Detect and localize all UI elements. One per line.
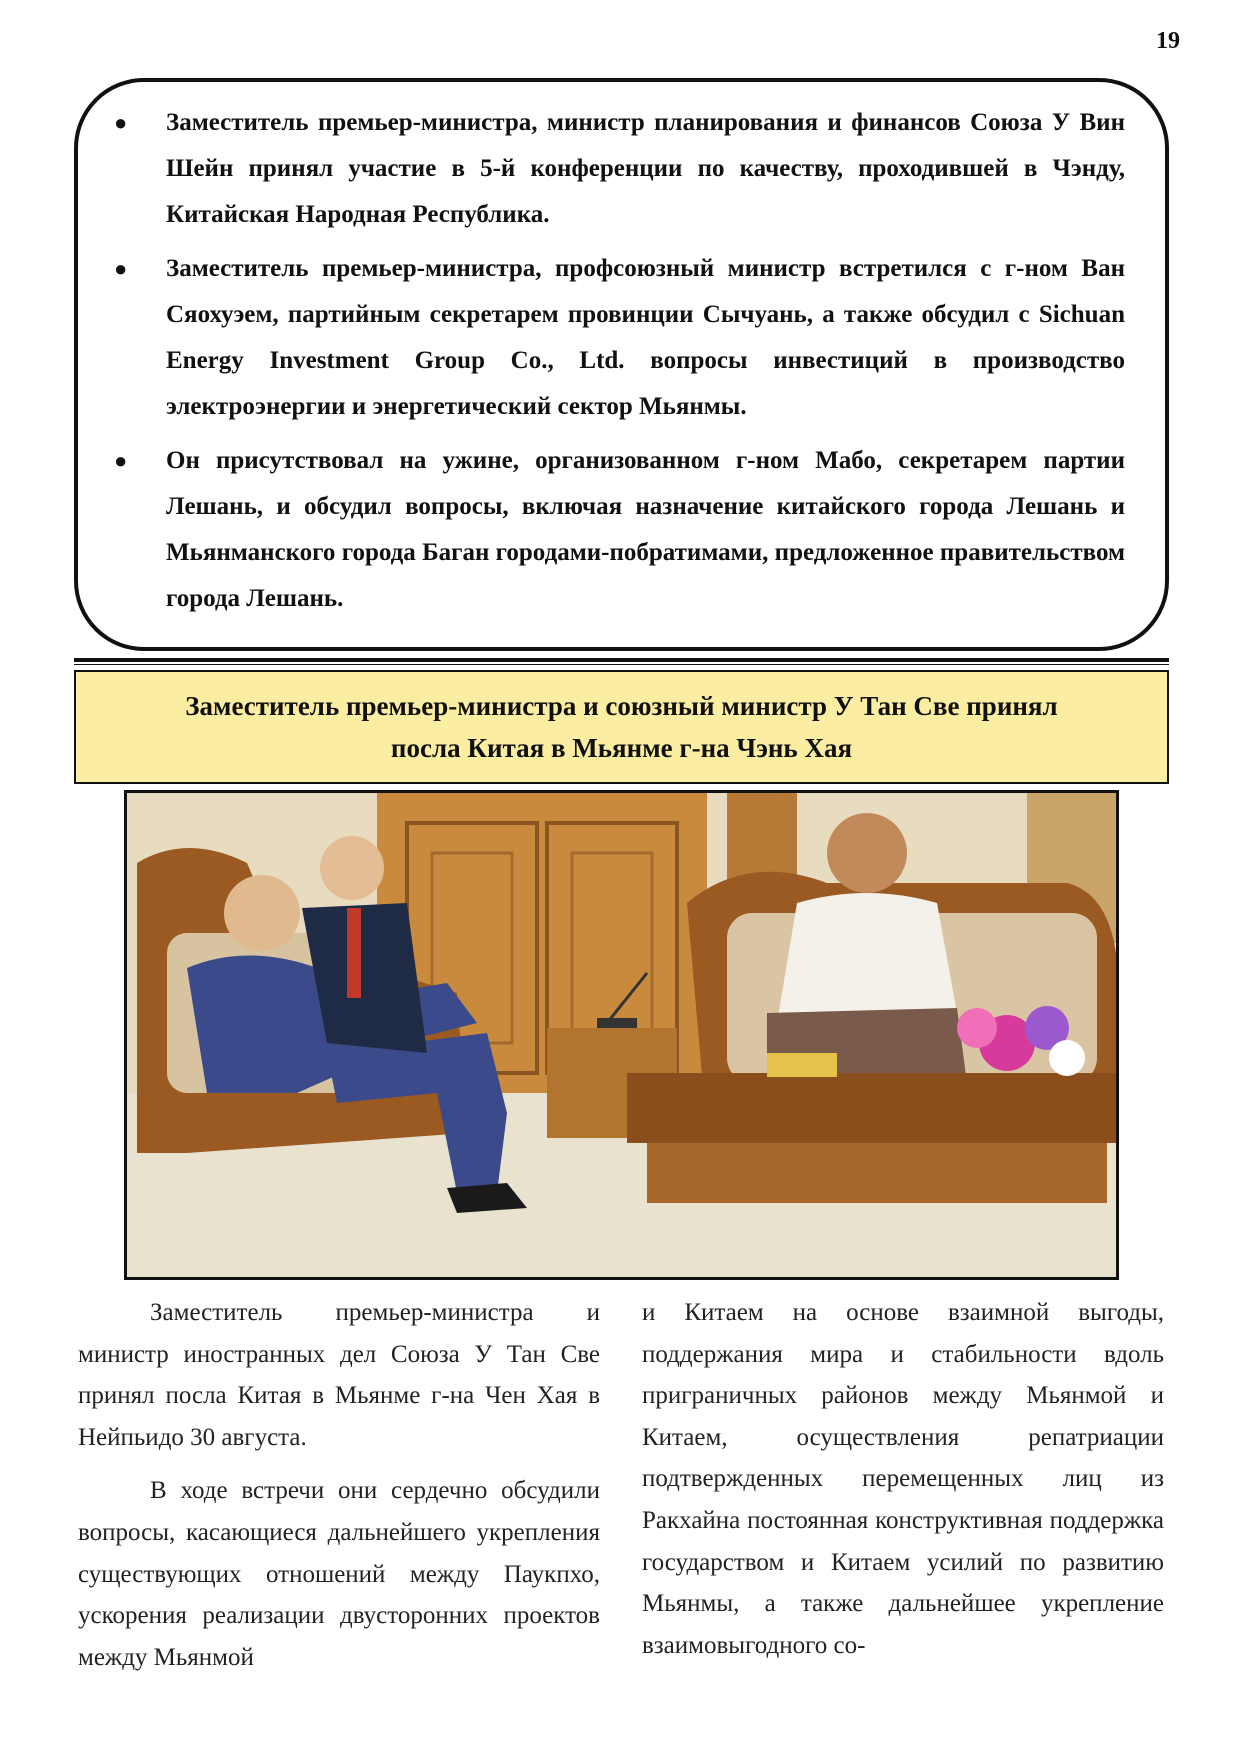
summary-item [114, 438, 1125, 622]
meeting-photo [124, 790, 1119, 1280]
section-divider-thin [74, 664, 1169, 665]
headline-line-1: Заместитель премьер-министра и союзный министр У Тан Све принял [185, 691, 1058, 721]
bullet-icon: ● [114, 110, 128, 135]
summary-item [114, 246, 1125, 430]
bullet-icon: ● [114, 256, 128, 281]
summary-item-text: Заместитель премьер-министра, профсоюзный министр встретился с г-ном Ван Сяохуэем, партийным секретарем провинции Сычуань, а также обсудил с Sichuan Energy Investment Group Co., Ltd. вопросы инвестиций в производство электроэнергии и энергетический сектор Мьянмы. [166, 255, 1125, 420]
meeting-photo-icon [127, 793, 1116, 1277]
article-paragraph: В ходе встречи они сердечно обсудили вопросы, касающиеся дальнейшего укрепления существующих отношений между Паукпхо, ускорения реализации двусторонних проектов между Мьянмой [78, 1477, 600, 1671]
headline [185, 685, 1057, 769]
article-paragraph: и Китаем на основе взаимной выгоды, поддержания мира и стабильности вдоль приграничных районов между Мьянмой и Китаем, осуществления репатриации подтвержденных перемещенных лиц из Ракхайна постоянная конструктивная поддержка государством и Китаем усилий по развитию Мьянмы, а также дальнейшее укрепление взаимовыгодного со- [642, 1299, 1164, 1659]
bullet-icon: ● [114, 448, 128, 473]
headline-box [74, 670, 1169, 784]
article-paragraph: Заместитель премьер-министра и министр иностранных дел Союза У Тан Све принял посла Китая в Мьянме г-на Чен Хая в Нейпьидо 30 августа. [78, 1299, 600, 1451]
section-divider [74, 658, 1169, 662]
article-column-right [642, 1292, 1164, 1678]
summary-list [114, 100, 1125, 622]
article-body [78, 1292, 1168, 1712]
summary-item-text: Он присутствовал на ужине, организованном г-ном Мабо, секретарем партии Лешань, и обсудил вопросы, включая назначение китайского города Лешань и Мьянманского города Баган городами-побратимами, предложенное правительством города Лешань. [166, 447, 1125, 612]
summary-box [74, 78, 1169, 651]
summary-item [114, 100, 1125, 238]
summary-item-text: Заместитель премьер-министра, министр планирования и финансов Союза У Вин Шейн принял участие в 5-й конференции по качеству, проходившей в Чэнду, Китайская Народная Республика. [166, 109, 1125, 228]
page-number: 19 [1156, 28, 1180, 54]
article-column-left [78, 1292, 600, 1690]
headline-line-2: посла Китая в Мьянме г-на Чэнь Хая [390, 733, 853, 763]
